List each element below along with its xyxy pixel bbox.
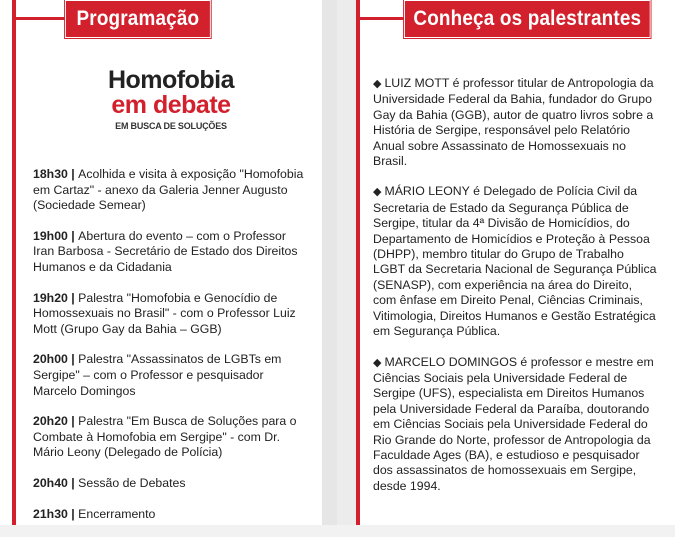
event-logo: [80, 68, 262, 132]
speaker-name: MARCELO DOMINGOS: [384, 354, 518, 369]
schedule-time: 19h00: [33, 228, 68, 243]
schedule-item: [33, 229, 305, 276]
programacao-heading: Programação: [65, 0, 211, 38]
schedule-item: [33, 291, 305, 338]
schedule-text: Palestra "Assassinatos de LGBTs em Sergipe" – com o Professor e pesquisador Marcelo Domingos: [33, 352, 282, 398]
programacao-heading-line: [12, 17, 72, 20]
programacao-panel: [0, 0, 322, 525]
schedule-list: [33, 167, 305, 537]
schedule-separator: |: [71, 475, 79, 490]
speaker-bio-luiz-mott: [373, 76, 658, 169]
speaker-bios: [373, 76, 658, 509]
schedule-text: Palestra "Em Busca de Soluções para o Combate à Homofobia em Sergipe" - com Dr. Mário Leony (Delegado de Polícia): [33, 414, 297, 460]
schedule-separator: |: [71, 290, 79, 305]
schedule-separator: |: [71, 414, 79, 429]
schedule-text: Abertura do evento – com o Professor Iran Barbosa - Secretário de Estado dos Direitos Humanos e da Cidadania: [33, 228, 298, 274]
event-subtitle: EM BUSCA DE SOLUÇÕES: [115, 121, 227, 131]
schedule-separator: |: [71, 228, 79, 243]
speaker-name: MÁRIO LEONY: [384, 184, 470, 199]
schedule-separator: |: [71, 506, 79, 521]
schedule-separator: |: [71, 167, 79, 181]
right-accent-line: [356, 0, 360, 525]
speaker-description: é professor e mestre em Ciências Sociais pela Universidade Federal de Sergipe (UFS), especialista em Direitos Humanos pela Universidade Federal da Paraíba, doutorando em Ciências Sociais pela Universidade Federal do Rio Grande do Norte, professor de Antropologia da Faculdade Ages (BA), e estudioso e pesquisador dos assassinatos de homossexuais em Sergipe, desde 1994.: [373, 354, 654, 493]
schedule-text: Acolhida e visita à exposição "Homofobia em Cartaz" - anexo da Galeria Jenner Augusto (Sociedade Semear): [33, 167, 304, 213]
speaker-description: é Delegado de Polícia Civil da Secretaria de Estado da Segurança Pública de Sergipe, titular da 4ª Divisão de Homicídios, do Departamento de Homicídios e Proteção à Pessoa (DHPP), membro titular do Grupo de Trabalho LGBT da Secretaria Nacional de Segurança Pública (SENASP), com experiência na área do Direito, com ênfase em Direito Penal, Ciências Criminais, Vitimologia, Direitos Humanos e Gestão Estratégica em Segurança Pública.: [373, 184, 657, 339]
schedule-text: Palestra "Homofobia e Genocídio de Homossexuais no Brasil" - com o Professor Luiz Mott (Grupo Gay da Bahia – GGB): [33, 290, 296, 336]
panel-gutter: [322, 0, 337, 525]
schedule-item: [33, 476, 305, 492]
palestrantes-heading: Conheça os palestrantes: [404, 0, 651, 38]
schedule-separator: |: [71, 352, 79, 367]
speaker-bio-mario-leony: [373, 184, 658, 339]
event-title-line2: em debate: [111, 91, 231, 119]
event-title-line1: Homofobia: [107, 66, 235, 94]
schedule-time: 18h30: [33, 167, 68, 181]
diamond-bullet-icon: ◆: [373, 78, 382, 90]
speaker-bio-marcelo-domingos: [373, 355, 658, 495]
schedule-time: 19h20: [33, 290, 68, 305]
schedule-time: 20h40: [33, 475, 68, 490]
speaker-name: LUIZ MOTT: [384, 76, 450, 90]
diamond-bullet-icon: ◆: [373, 186, 382, 199]
schedule-time: 20h00: [33, 352, 68, 367]
schedule-item: [33, 414, 305, 461]
speaker-description: é professor titular de Antropologia da Universidade Federal da Bahia, fundador do Grupo Gay da Bahia (GGB), autor de quatro livros sobre a História de Sergipe, responsável pelo Relatório Anual sobre Assassinato de Homossexuais no Brasil.: [373, 76, 654, 169]
schedule-time: 21h30: [33, 506, 68, 521]
diamond-bullet-icon: ◆: [373, 356, 382, 369]
schedule-item: [33, 507, 305, 523]
left-accent-line: [12, 0, 16, 525]
schedule-text: Sessão de Debates: [78, 475, 186, 490]
schedule-item: [33, 352, 305, 399]
schedule-text: Encerramento: [78, 506, 156, 521]
schedule-time: 20h20: [33, 414, 68, 429]
schedule-item: [33, 167, 305, 214]
